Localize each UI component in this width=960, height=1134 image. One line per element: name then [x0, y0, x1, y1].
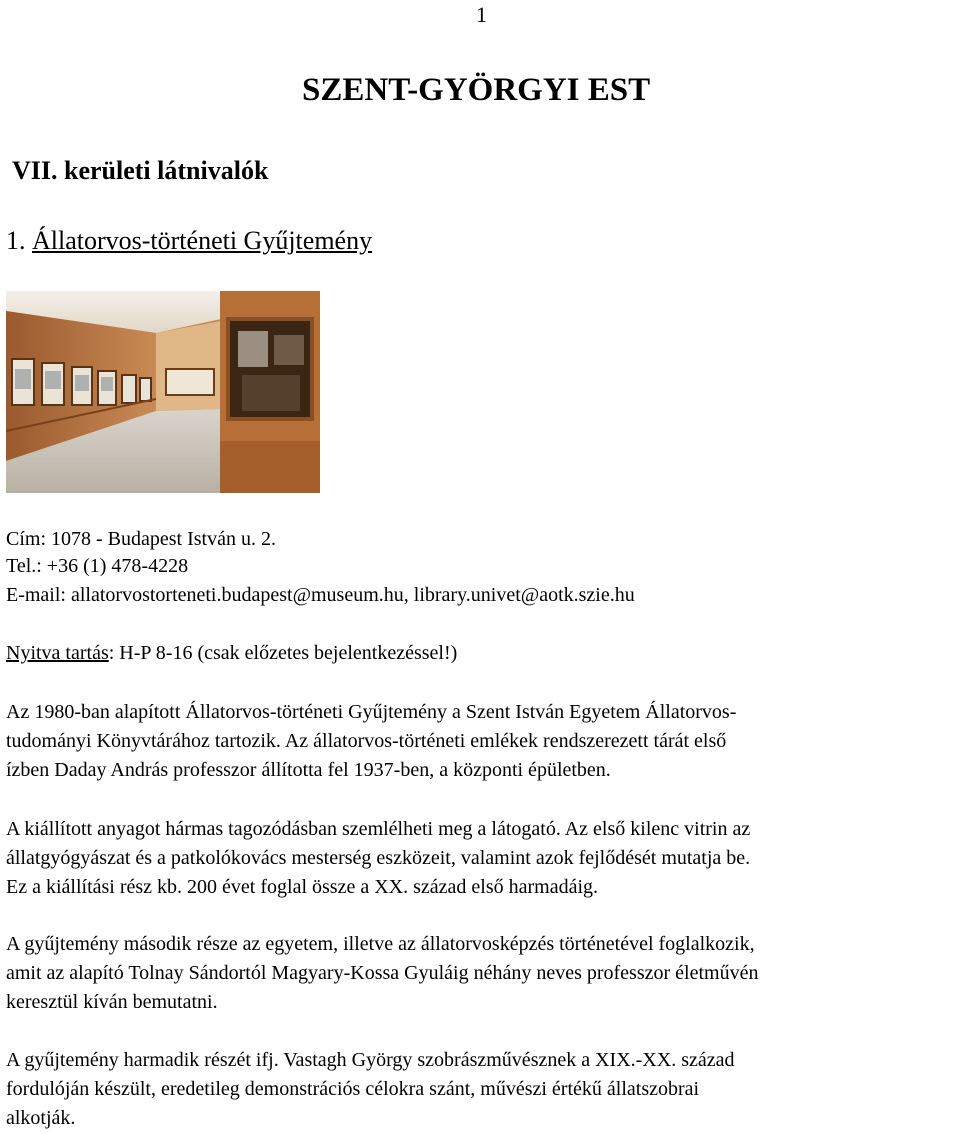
paragraph-line: keresztül kíván bemutatni.: [6, 991, 218, 1013]
paragraph-line: A gyűjtemény harmadik részét ifj. Vastagh György szobrászművésznek a XIX.-XX. század: [6, 1049, 735, 1071]
paragraph-history: [6, 698, 956, 785]
item-number: 1.: [6, 226, 26, 255]
paragraph-line: állatgyógyászat és a patkolókovács mesterség eszközeit, valamint azok fejlődését mutatja be.: [6, 847, 751, 869]
contact-phone: Tel.: +36 (1) 478-4228: [6, 555, 189, 577]
paragraph-line: A kiállított anyagot hármas tagozódásban szemlélheti meg a látogató. Az első kilenc vitrin az: [6, 818, 751, 840]
paragraph-exhibit-part-three: [6, 1046, 956, 1133]
page-number: 1: [476, 2, 487, 27]
opening-hours-value: : H-P 8-16 (csak előzetes bejelentkezéssel!): [108, 642, 458, 664]
opening-hours: [6, 642, 457, 665]
contact-email: E-mail: allatorvostorteneti.budapest@museum.hu, library.univet@aotk.szie.hu: [6, 584, 635, 606]
item-heading: [6, 226, 372, 256]
opening-hours-label: Nyitva tartás: [6, 642, 109, 664]
contact-address: Cím: 1078 - Budapest István u. 2.: [6, 528, 276, 550]
paragraph-line: ízben Daday András professzor állította fel 1937-ben, a központi épületben.: [6, 759, 611, 781]
section-heading: VII. kerületi látnivalók: [12, 156, 269, 185]
paragraph-exhibit-part-two: [6, 930, 956, 1017]
paragraph-exhibit-part-one: [6, 815, 956, 902]
paragraph-line: A gyűjtemény második része az egyetem, illetve az állatorvosképzés történetével foglalkozik,: [6, 933, 755, 955]
paragraph-line: amit az alapító Tolnay Sándortól Magyary-Kossa Gyuláig néhány neves professzor életművén: [6, 962, 759, 984]
paragraph-line: alkotják.: [6, 1107, 76, 1129]
item-name-link[interactable]: Állatorvos-történeti Gyűjtemény: [32, 226, 373, 255]
paragraph-line: Az 1980-ban alapított Állatorvos-történeti Gyűjtemény a Szent István Egyetem Állatorvos-: [6, 701, 737, 723]
document-title: SZENT-GYÖRGYI EST: [302, 72, 651, 108]
paragraph-line: Ez a kiállítási rész kb. 200 évet foglal össze a XX. század első harmadáig.: [6, 876, 599, 898]
paragraph-line: tudományi Könyvtárához tartozik. Az állatorvos-történeti emlékek rendszerezett tárát első: [6, 730, 727, 752]
paragraph-line: fordulóján készült, eredetileg demonstrációs célokra szánt, művészi értékű állatszobrai: [6, 1078, 700, 1100]
museum-interior-photo: [6, 291, 320, 493]
